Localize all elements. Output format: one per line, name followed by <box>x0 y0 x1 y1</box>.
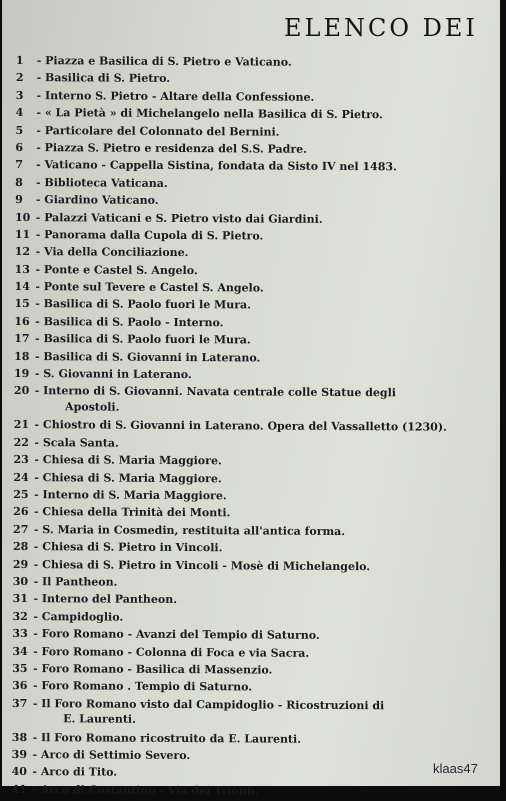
entry-number: 3 <box>15 88 24 102</box>
entry-title: Giardino Vaticano. <box>44 193 159 207</box>
entry-number: 37 <box>11 696 28 710</box>
entry-separator: - <box>31 228 45 242</box>
entry-text <box>43 383 504 420</box>
entry-number: 8 <box>15 175 23 189</box>
entry-separator: - <box>29 575 43 589</box>
entry-number: 6 <box>15 140 24 154</box>
entry-title: « La Pietà » di Michelangelo nella Basilica di S. Pietro. <box>44 106 383 122</box>
entry-title: Basilica di S. Paolo fuori le Mura. <box>43 332 251 347</box>
entry-title: Chiesa della Trinità dei Monti. <box>42 505 231 520</box>
entry-number: 24 <box>13 470 29 484</box>
entry-separator: - <box>29 592 42 606</box>
entry-title: Chiostro di S. Giovanni in Laterano. Opera del Vassalletto (1230). <box>42 418 447 435</box>
entry-number: 18 <box>14 349 30 363</box>
entry-separator: - <box>32 54 46 68</box>
entry-number: 19 <box>13 367 30 381</box>
list-item <box>14 382 504 419</box>
entry-continuation: Apostoli. <box>65 400 120 414</box>
entry-title: Il Foro Romano ricostruito da E. Laurenti. <box>41 730 302 746</box>
entry-separator: - <box>29 627 42 641</box>
entry-separator: - <box>30 453 43 467</box>
entry-title: Chiesa di S. Pietro in Vincoli. <box>42 540 223 555</box>
entry-separator: - <box>31 210 45 224</box>
entry-separator: - <box>28 782 41 797</box>
entry-separator: - <box>29 644 42 658</box>
entry-number: 14 <box>14 280 30 294</box>
entry-title: Chiesa di S. Pietro in Vincoli - Mosè di Michelangelo. <box>42 557 371 573</box>
entry-number: 10 <box>14 210 31 224</box>
entry-number: 32 <box>12 609 28 623</box>
entry-separator: - <box>31 332 44 346</box>
entry-number: 38 <box>11 730 28 744</box>
entry-number: 23 <box>13 453 29 467</box>
entry-title: S. Maria in Cosmedin, restituita all'antica forma. <box>42 522 346 538</box>
entry-title: Biblioteca Vaticana. <box>44 175 168 190</box>
entry-separator: - <box>32 158 45 172</box>
entry-separator: - <box>32 193 45 207</box>
entry-separator: - <box>32 175 45 189</box>
printed-page <box>2 0 500 798</box>
entry-separator: - <box>29 661 42 676</box>
entry-title: Interno di S. Maria Maggiore. <box>42 488 227 503</box>
entry-separator: - <box>32 123 45 137</box>
entry-number: 39 <box>11 748 28 762</box>
entry-title: Ponte sul Tevere e Castel S. Angelo. <box>43 280 264 295</box>
entry-title: Foro Romano - Basilica di Massenzio. <box>41 662 273 677</box>
entry-title: Basilica di S. Pietro. <box>45 71 171 86</box>
entry-title: Il Pantheon. <box>41 575 118 589</box>
entry-number: 12 <box>14 245 31 259</box>
entry-separator: - <box>30 435 43 449</box>
entry-number: 20 <box>13 384 30 398</box>
entry-title: Panorama dalla Cupola di S. Pietro. <box>44 228 264 243</box>
entry-separator: - <box>28 730 42 744</box>
entry-separator: - <box>31 297 44 311</box>
entry-separator: - <box>31 280 44 294</box>
entry-number: 17 <box>14 332 30 346</box>
entry-title: Foro Romano - Colonna di Foca e via Sacra. <box>41 644 310 660</box>
entry-title: Chiesa di S. Maria Maggiore. <box>42 470 222 485</box>
entry-title: Ponte e Castel S. Angelo. <box>43 262 198 277</box>
entry-number: 31 <box>12 592 29 606</box>
entry-separator: - <box>30 367 44 381</box>
entry-title: Campidoglio. <box>41 609 124 624</box>
entry-separator: - <box>30 522 43 536</box>
entry-separator: - <box>30 470 43 484</box>
entry-title: Scala Santa. <box>42 435 119 450</box>
entry-number: 22 <box>13 435 29 449</box>
entry-number: 16 <box>14 314 30 328</box>
entry-number: 15 <box>14 297 30 311</box>
entry-number: 9 <box>15 193 23 207</box>
entry-continuation: E. Laurenti. <box>63 712 136 726</box>
entry-separator: - <box>32 106 45 120</box>
entry-number: 30 <box>12 574 29 589</box>
page-title: ELENCO DEI <box>284 14 478 42</box>
entry-separator: - <box>30 488 43 502</box>
entry-separator: - <box>30 505 43 519</box>
entry-title: Interno del Pantheon. <box>41 592 178 607</box>
entry-title: Basilica di S. Giovanni in Laterano. <box>43 349 261 365</box>
entry-separator: - <box>28 748 41 762</box>
entry-title: Arco di Settimio Severo. <box>40 748 191 763</box>
entry-separator: - <box>31 349 44 363</box>
entry-title: Foro Romano - Avanzi del Tempio di Saturno. <box>41 627 320 642</box>
entry-number: 26 <box>13 505 29 519</box>
entry-text <box>41 695 502 732</box>
entry-number: 41 <box>11 782 27 796</box>
entry-number: 1 <box>15 53 24 68</box>
entry-number: 4 <box>15 106 24 120</box>
entry-title: Basilica di S. Paolo - Interno. <box>43 315 224 330</box>
entry-separator: - <box>28 765 41 779</box>
entry-number: 13 <box>14 262 31 276</box>
entry-separator: - <box>31 314 44 329</box>
entry-list <box>11 52 506 801</box>
entry-separator: - <box>32 71 46 85</box>
entry-title: Via della Conciliazione. <box>43 245 189 260</box>
entry-number: 2 <box>15 71 24 85</box>
entry-separator: - <box>28 696 42 710</box>
entry-separator: - <box>31 262 44 276</box>
entry-separator: - <box>30 418 43 432</box>
entry-separator: - <box>29 679 42 693</box>
entry-title: Arco di Tito. <box>40 765 118 780</box>
entry-title: Chiesa di S. Maria Maggiore. <box>42 453 222 468</box>
entry-title: Il Foro Romano visto dal Campidoglio - Ricostruzioni di <box>41 696 385 712</box>
entry-number: 34 <box>12 644 28 658</box>
entry-separator: - <box>29 557 43 571</box>
entry-title: Arco di Costantino - Via dei Trionfi. <box>40 783 259 798</box>
entry-number: 36 <box>12 679 28 693</box>
entry-number: 21 <box>13 418 30 432</box>
entry-number: 25 <box>13 487 29 502</box>
list-item <box>11 781 501 801</box>
entry-separator: - <box>29 540 43 554</box>
entry-title: Palazzi Vaticani e S. Pietro visto dai Giardini. <box>44 210 323 226</box>
entry-title: Foro Romano . Tempio di Saturno. <box>41 679 253 694</box>
entry-number: 33 <box>12 627 28 641</box>
entry-separator: - <box>32 88 46 102</box>
entry-separator: - <box>30 384 44 398</box>
entry-title: Interno S. Pietro - Altare della Confessione. <box>44 88 315 104</box>
entry-separator: - <box>32 141 45 155</box>
entry-number: 35 <box>12 661 28 675</box>
entry-title: Interno di S. Giovanni. Navata centrale colle Statue degli <box>43 384 397 400</box>
entry-title: Basilica di S. Paolo fuori le Mura. <box>43 297 252 312</box>
entry-title: S. Giovanni in Laterano. <box>43 367 192 382</box>
entry-number: 28 <box>12 540 29 554</box>
entry-title: Piazza e Basilica di S. Pietro e Vaticano. <box>45 54 292 69</box>
watermark: klaas47 <box>433 761 478 776</box>
entry-number: 29 <box>12 557 29 571</box>
entry-title: Piazza S. Pietro e residenza del S.S. Padre. <box>44 141 308 156</box>
entry-title: Particolare del Colonnato del Bernini. <box>44 123 280 139</box>
entry-number: 7 <box>15 158 24 172</box>
entry-number: 40 <box>11 765 27 779</box>
entry-text <box>41 781 502 801</box>
entry-title: Vaticano - Cappella Sistina, fondata da Sisto IV nel 1483. <box>44 158 397 174</box>
entry-number: 5 <box>15 123 24 137</box>
list-item <box>12 695 502 732</box>
entry-number: 11 <box>14 227 31 241</box>
entry-separator: - <box>29 609 42 623</box>
entry-number: 27 <box>13 522 29 536</box>
entry-separator: - <box>31 245 45 259</box>
